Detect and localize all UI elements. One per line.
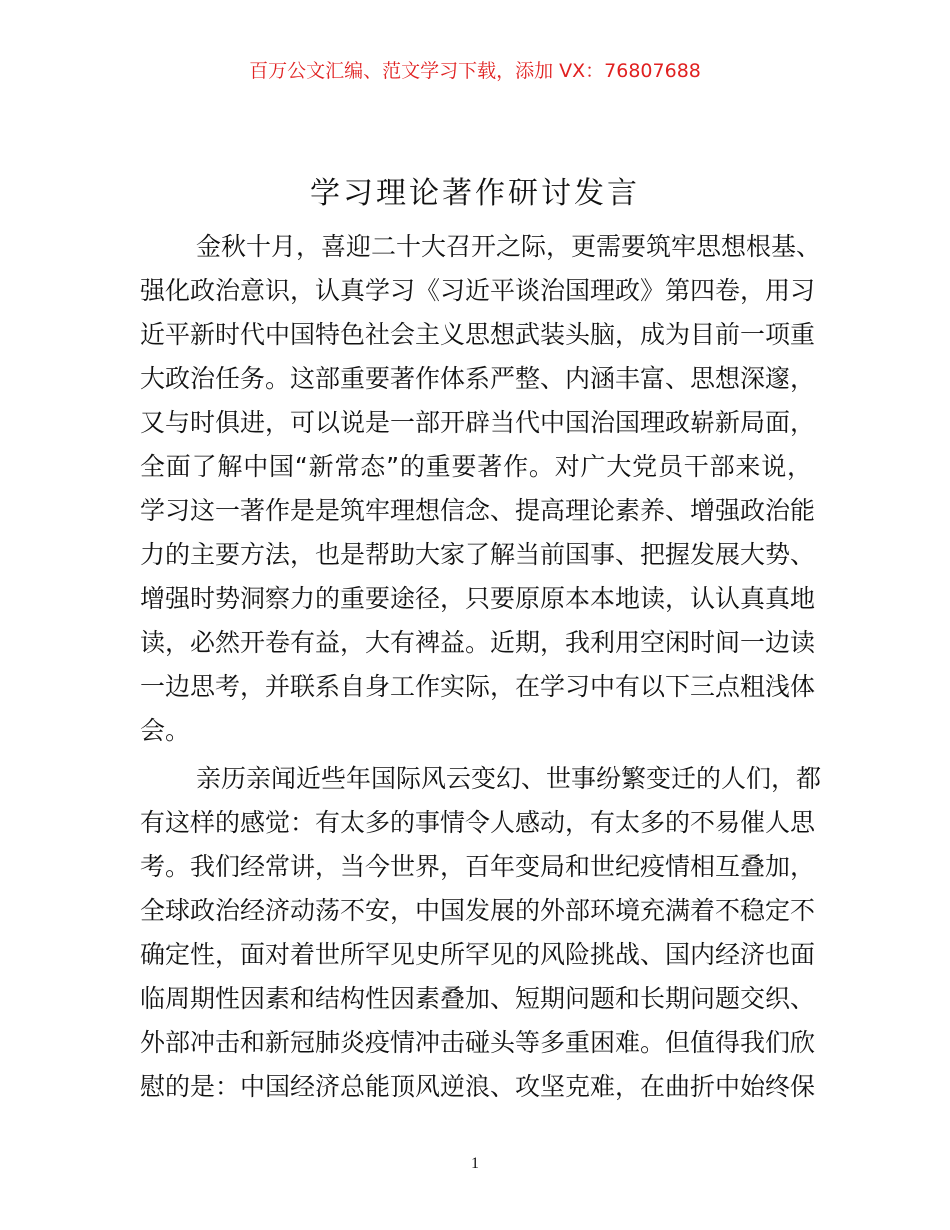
text-line: 会。 — [140, 716, 191, 745]
text-line: 又与时俱进，可以说是一部开辟当代中国治国理政崭新局面， — [140, 408, 816, 437]
document-body — [140, 225, 822, 1109]
paragraph-2 — [140, 757, 822, 1109]
text-line: 金秋十月，喜迎二十大召开之际，更需要筑牢思想根基、 — [196, 232, 822, 261]
text-line: 全球政治经济动荡不安，中国发展的外部环境充满着不稳定不 — [140, 896, 816, 925]
watermark-header: 百万公文汇编、范文学习下载，添加 VX：76807688 — [249, 60, 701, 82]
text-line: 大政治任务。这部重要著作体系严整、内涵丰富、思想深邃， — [140, 364, 816, 393]
text-line: 确定性，面对着世所罕见史所罕见的风险挑战、国内经济也面 — [140, 940, 816, 969]
text-line: 亲历亲闻近些年国际风云变幻、世事纷繁变迁的人们，都 — [196, 764, 822, 793]
text-line: 学习这一著作是是筑牢理想信念、提高理论素养、增强政治能 — [140, 496, 816, 525]
page-number: 1 — [471, 1155, 479, 1172]
text-line: 临周期性因素和结构性因素叠加、短期问题和长期问题交织、 — [140, 984, 816, 1013]
document-title: 学习理论著作研讨发言 — [310, 176, 640, 211]
text-line: 一边思考，并联系自身工作实际，在学习中有以下三点粗浅体 — [140, 672, 816, 701]
text-line: 全面了解中国“新常态”的重要著作。对广大党员干部来说， — [140, 452, 812, 481]
text-line: 慰的是：中国经济总能顶风逆浪、攻坚克难，在曲折中始终保 — [140, 1072, 816, 1101]
text-line: 强化政治意识，认真学习《习近平谈治国理政》第四卷，用习 — [140, 276, 816, 305]
paragraph-1 — [140, 225, 822, 753]
text-line: 近平新时代中国特色社会主义思想武装头脑，成为目前一项重 — [140, 320, 816, 349]
text-line: 外部冲击和新冠肺炎疫情冲击碰头等多重困难。但值得我们欣 — [140, 1028, 816, 1057]
text-line: 有这样的感觉：有太多的事情令人感动，有太多的不易催人思 — [140, 808, 816, 837]
text-line: 考。我们经常讲，当今世界，百年变局和世纪疫情相互叠加， — [140, 852, 816, 881]
text-line: 力的主要方法，也是帮助大家了解当前国事、把握发展大势、 — [140, 540, 816, 569]
text-line: 读，必然开卷有益，大有裨益。近期，我利用空闲时间一边读 — [140, 628, 816, 657]
text-line: 增强时势洞察力的重要途径，只要原原本本地读，认认真真地 — [140, 584, 816, 613]
